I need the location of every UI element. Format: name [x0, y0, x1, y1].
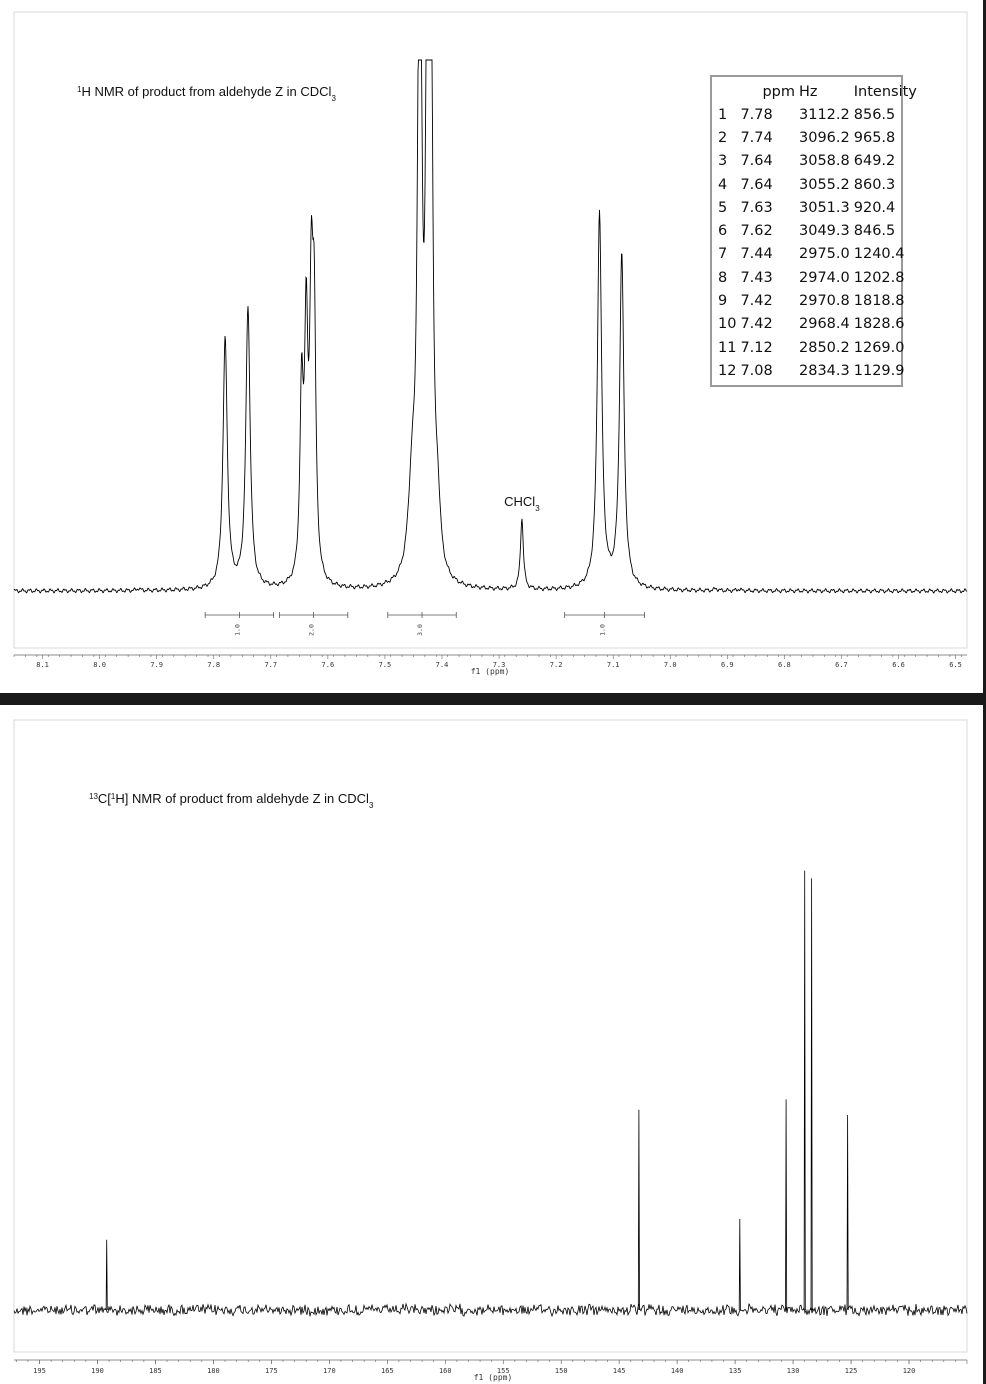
- x-tick-label: 6.5: [949, 661, 962, 669]
- peak-table-header: [716, 81, 919, 103]
- x-tick-label: 130: [786, 1367, 800, 1375]
- peak-table-cell: 8: [718, 269, 728, 286]
- integral-value: 3.0: [416, 624, 425, 636]
- peak-table-cell: 3058.8: [799, 153, 850, 170]
- x-tick-label: 7.9: [150, 661, 163, 669]
- peak-table-cell: 7: [718, 246, 728, 263]
- peak-table-cell: 10: [718, 316, 737, 333]
- x-tick-label: 7.5: [378, 661, 392, 669]
- peak-table-cell: 7.64: [740, 176, 773, 193]
- x-tick-label: 190: [91, 1367, 104, 1375]
- peak-table-row: [716, 196, 919, 219]
- peak-table-cell: 856.5: [853, 106, 896, 123]
- peak-table-cell: 2834.3: [799, 362, 850, 379]
- peak-table-cell: 11: [718, 339, 737, 356]
- peak-table-row: [716, 336, 919, 359]
- peak-table-cell: 860.3: [853, 176, 896, 193]
- c13-nmr-chart: [0, 705, 986, 1384]
- peak-table-cell: 7.78: [740, 106, 773, 123]
- peak-table-cell: 7.43: [740, 269, 773, 286]
- peak-table-cell: 7.63: [740, 199, 773, 216]
- peak-table-row: [716, 219, 919, 242]
- peak-table-cell: 1818.8: [853, 293, 905, 310]
- peak-table-cell: 3049.3: [799, 223, 850, 240]
- x-tick-label: 180: [207, 1367, 220, 1375]
- solvent-peak-label: CHCl$_3$: [504, 494, 540, 513]
- peak-table-cell: 7.42: [740, 316, 773, 333]
- integral-value: 1.0: [233, 624, 242, 636]
- x-tick-label: 7.2: [549, 661, 563, 669]
- peak-table-cell: 649.2: [853, 153, 896, 170]
- x-tick-label: 6.8: [778, 661, 791, 669]
- panel-divider: [0, 693, 986, 705]
- x-tick-label: 7.8: [207, 661, 221, 669]
- peak-table-header-cell: ppm: [762, 84, 795, 100]
- peak-table-cell: 1828.6: [853, 316, 905, 333]
- peak-table-cell: 1: [718, 106, 728, 123]
- x-tick-label: 170: [323, 1367, 336, 1375]
- x-tick-label: 150: [554, 1367, 568, 1375]
- x-tick-label: 6.9: [720, 661, 734, 669]
- peak-table-cell: 965.8: [853, 129, 896, 146]
- x-tick-label: 140: [670, 1367, 684, 1375]
- peak-table-row: [716, 359, 919, 382]
- peak-table-row: [716, 103, 919, 126]
- x-tick-label: 7.6: [321, 661, 335, 669]
- x-tick-label: 6.6: [892, 661, 905, 669]
- c13-nmr-panel: [0, 705, 986, 1384]
- x-tick-label: 7.1: [606, 661, 620, 669]
- peak-table-cell: 2850.2: [799, 339, 850, 356]
- x-tick-label: 7.7: [264, 661, 278, 669]
- peak-table-cell: 12: [718, 362, 737, 379]
- h1-spectrum-title: $^1$H NMR of product from aldehyde Z in CDCl$_3$: [77, 84, 336, 103]
- peak-table-row: [716, 126, 919, 149]
- peak-table-row: [716, 173, 919, 196]
- x-tick-label: 155: [496, 1367, 510, 1375]
- peak-table-cell: 2968.4: [799, 316, 850, 333]
- x-tick-label: 6.7: [835, 661, 848, 669]
- x-tick-label: 175: [265, 1367, 278, 1375]
- peak-table-cell: 2: [718, 129, 728, 146]
- integral-value: 2.0: [307, 624, 316, 636]
- peak-table-header-cell: [716, 81, 738, 103]
- peak-table-cell: 3: [718, 153, 728, 170]
- x-tick-label: 195: [33, 1367, 46, 1375]
- peak-table-cell: 1129.9: [853, 362, 905, 379]
- x-axis-title: f1 (ppm): [470, 667, 510, 676]
- c13-spectrum-title: $^{13}$C[$^1$H] NMR of product from aldehyde Z in CDCl$_3$: [89, 791, 374, 810]
- x-tick-label: 8.1: [36, 661, 49, 669]
- peak-table-cell: 3055.2: [799, 176, 850, 193]
- peak-table-cell: 2970.8: [799, 293, 850, 310]
- peak-table-cell: 9: [718, 293, 728, 310]
- x-tick-label: 120: [902, 1367, 916, 1375]
- integral-value: 1.0: [598, 624, 607, 636]
- x-tick-label: 165: [380, 1367, 394, 1375]
- peak-table-cell: 4: [718, 176, 728, 193]
- x-tick-label: 7.0: [663, 661, 677, 669]
- peak-table-row: [716, 150, 919, 173]
- peak-table-cell: 7.62: [740, 223, 773, 240]
- peak-table-cell: 7.44: [740, 246, 773, 263]
- peak-table-row: [716, 243, 919, 266]
- peak-table-cell: 6: [718, 223, 728, 240]
- peak-table-row: [716, 313, 919, 336]
- peak-table-header-cell: Intensity: [853, 84, 917, 100]
- x-tick-label: 125: [844, 1367, 858, 1375]
- x-tick-label: 160: [438, 1367, 452, 1375]
- peak-table-cell: 5: [718, 199, 728, 216]
- peak-table-row: [716, 289, 919, 312]
- x-tick-label: 145: [612, 1367, 626, 1375]
- x-tick-label: 135: [728, 1367, 742, 1375]
- x-tick-label: 7.4: [435, 661, 449, 669]
- x-tick-label: 8.0: [93, 661, 106, 669]
- peak-table-cell: 3096.2: [799, 129, 850, 146]
- peak-table-cell: 2975.0: [799, 246, 850, 263]
- peak-table-cell: 7.42: [740, 293, 773, 310]
- peak-table-cell: 3112.2: [799, 106, 850, 123]
- peak-table-cell: 3051.3: [799, 199, 850, 216]
- peak-table-cell: 1240.4: [853, 246, 905, 263]
- peak-table-cell: 7.64: [740, 153, 773, 170]
- x-axis-title: f1 (ppm): [473, 1373, 513, 1382]
- peak-table-cell: 2974.0: [799, 269, 850, 286]
- peak-table-cell: 7.08: [740, 362, 773, 379]
- peak-table-cell: 1269.0: [853, 339, 905, 356]
- peak-table-row: [716, 266, 919, 289]
- peak-table-cell: 846.5: [853, 223, 896, 240]
- peak-table-cell: 1202.8: [853, 269, 905, 286]
- peak-table-cell: 7.74: [740, 129, 773, 146]
- x-tick-label: 185: [149, 1367, 162, 1375]
- x-tick-label: 7.3: [492, 661, 506, 669]
- peak-table-cell: 7.12: [740, 339, 773, 356]
- peak-table-header-cell: Hz: [799, 84, 818, 100]
- peak-table-cell: 920.4: [853, 199, 896, 216]
- peak-list-table: [710, 75, 917, 387]
